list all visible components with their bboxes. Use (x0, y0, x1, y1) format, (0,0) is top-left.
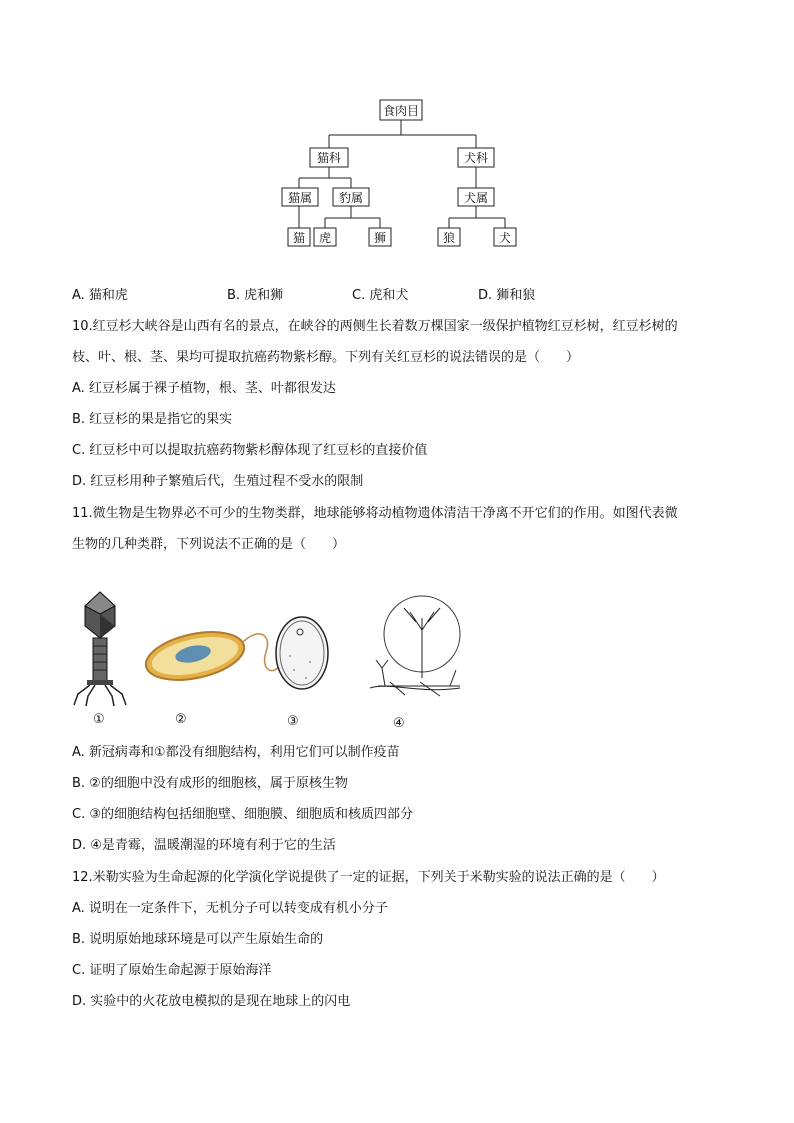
figure-label-1: ① (93, 712, 105, 727)
q10-stem-line-2: 枝、叶、根、茎、果均可提取抗癌药物紫杉醇。下列有关红豆杉的说法错误的是（ ） (72, 350, 580, 365)
tree-node-species-wolf (438, 228, 460, 246)
q11-stem-line-2: 生物的几种类群，下列说法不正确的是（ ） (72, 537, 346, 552)
q12-option-c: C. 证明了原始生命起源于原始海洋 (72, 963, 272, 978)
q9-option-d: D. 狮和狼 (478, 288, 536, 303)
q11-stem-line-1: 11.微生物是生物界必不可少的生物类群，地球能够将动植物遗体清洁干净离不开它们的作用。如图代表微 (72, 506, 678, 521)
q12-option-a: A. 说明在一定条件下，无机分子可以转变成有机小分子 (72, 901, 388, 916)
svg-text:食肉目: 食肉目 (382, 104, 420, 118)
q10-option-d: D. 红豆杉用种子繁殖后代，生殖过程不受水的限制 (72, 474, 364, 489)
svg-text:犬科: 犬科 (463, 151, 489, 165)
figure-label-2: ② (175, 712, 187, 727)
figure-label-3: ③ (287, 714, 299, 729)
q9-option-b: B. 虎和狮 (227, 288, 284, 303)
q10-option-c: C. 红豆杉中可以提取抗癌药物紫杉醇体现了红豆杉的直接价值 (72, 443, 428, 458)
q12-option-d: D. 实验中的火花放电模拟的是现在地球上的闪电 (72, 994, 351, 1009)
svg-text:猫属: 猫属 (287, 191, 313, 205)
tree-node-family-cat (310, 148, 348, 167)
q9-option-c: C. 虎和犬 (352, 288, 409, 303)
bacteriophage-illustration (74, 592, 126, 706)
tree-node-genus-panthera (333, 188, 369, 206)
svg-text:犬: 犬 (498, 231, 512, 245)
q10-stem-line-1: 10.红豆杉大峡谷是山西有名的景点，在峡谷的两侧生长着数万棵国家一级保护植物红豆杉树，红豆杉树的 (72, 319, 678, 334)
svg-text:犬属: 犬属 (463, 191, 489, 205)
figure-label-4: ④ (393, 716, 405, 731)
microorganism-figure (60, 590, 480, 710)
svg-text:狮: 狮 (373, 231, 387, 245)
tree-node-genus-felis (282, 188, 318, 206)
tree-node-root (380, 100, 422, 120)
tree-node-genus-canis (458, 188, 494, 206)
q10-option-a: A. 红豆杉属于裸子植物，根、茎、叶都很发达 (72, 381, 336, 396)
tree-node-species-tiger (314, 228, 336, 246)
q9-option-a: A. 猫和虎 (72, 288, 128, 303)
bacterium-illustration (142, 624, 282, 688)
penicillium-illustration (370, 596, 460, 696)
tree-node-species-lion (369, 228, 391, 246)
q11-option-d: D. ④是青霉，温暖潮湿的环境有利于它的生活 (72, 838, 336, 853)
svg-text:猫科: 猫科 (316, 151, 342, 165)
svg-text:虎: 虎 (318, 231, 332, 245)
q11-option-a: A. 新冠病毒和①都没有细胞结构，利用它们可以制作疫苗 (72, 745, 400, 760)
yeast-cell-illustration (276, 617, 328, 689)
svg-text:狼: 狼 (442, 231, 456, 245)
svg-text:豹属: 豹属 (338, 191, 364, 205)
tree-node-family-dog (458, 148, 494, 167)
tree-node-species-dog (494, 228, 516, 246)
q10-option-b: B. 红豆杉的果是指它的果实 (72, 412, 233, 427)
q11-option-c: C. ③的细胞结构包括细胞壁、细胞膜、细胞质和核质四部分 (72, 807, 413, 822)
q12-stem: 12.米勒实验为生命起源的化学演化学说提供了一定的证据，下列关于米勒实验的说法正确的是（ ） (72, 870, 665, 885)
q11-option-b: B. ②的细胞中没有成形的细胞核，属于原核生物 (72, 776, 348, 791)
tree-node-species-cat (288, 228, 310, 246)
q12-option-b: B. 说明原始地球环境是可以产生原始生命的 (72, 932, 324, 947)
svg-text:猫: 猫 (292, 231, 306, 245)
classification-tree (0, 0, 794, 260)
